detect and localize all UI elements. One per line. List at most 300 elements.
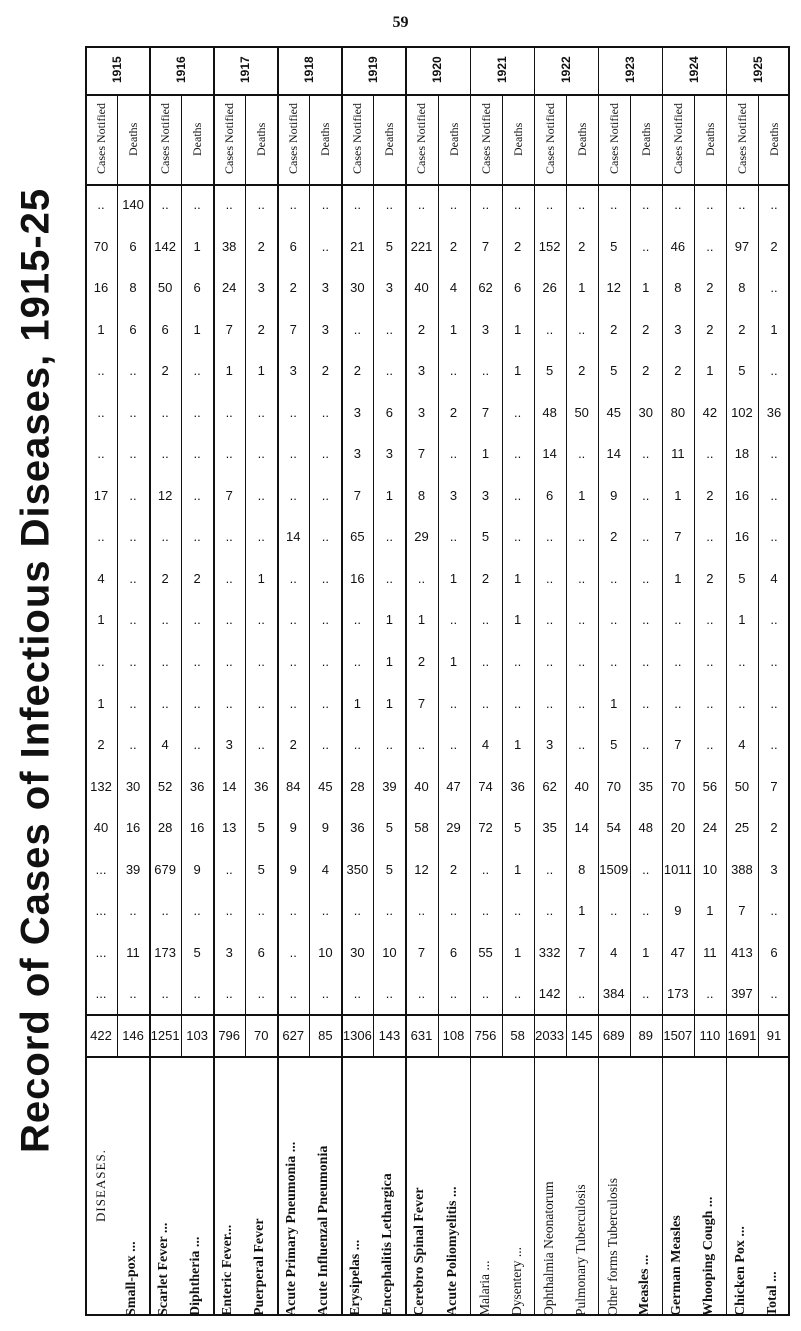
disease-label: Acute Poliomyelitis ... [444, 1186, 460, 1316]
table-cell: .. [449, 446, 458, 462]
table-cell: 1 [674, 570, 682, 586]
table-cell: .. [449, 197, 458, 213]
table-cell: .. [546, 529, 554, 545]
table-cell: 7 [225, 487, 233, 503]
table-cell: .. [225, 695, 233, 711]
table-cell: 6 [449, 944, 458, 960]
table-cell: 21 [350, 238, 365, 254]
page-title: Record of Cases of Infectious Diseases, 1915-25 [13, 187, 58, 1153]
table-cell: 1 [385, 612, 394, 628]
table-cell: 108 [442, 1027, 465, 1043]
table-cell: 36 [254, 778, 269, 794]
disease-label: German Measles [668, 1215, 684, 1316]
table-cell: .. [449, 903, 458, 919]
cases-notified-header: Cases Notified [478, 103, 493, 175]
table-cell: 1 [385, 487, 394, 503]
table-cell: 756 [474, 1027, 497, 1043]
table-cell: 2 [610, 321, 618, 337]
table-cell: 36 [510, 778, 525, 794]
cases-notified-header: Cases Notified [94, 103, 109, 175]
table-cell: 30 [125, 778, 141, 794]
table-cell: .. [225, 986, 233, 1002]
table-cell: 1 [193, 321, 201, 337]
table-cell: 16 [93, 280, 109, 296]
table-cell: .. [546, 654, 554, 669]
disease-label: Diphtheria ... [188, 1236, 204, 1316]
table-cell: .. [513, 695, 522, 711]
table-cell: .. [353, 903, 361, 919]
table-cell: .. [193, 404, 201, 420]
table-cell: .. [193, 986, 201, 1002]
table-cell: 26 [542, 280, 557, 296]
table-cell: 2 [642, 363, 650, 379]
table-cell: 38 [221, 238, 237, 254]
table-cell: 1306 [342, 1027, 372, 1043]
table-cell: 30 [638, 404, 654, 420]
total-rule [85, 1014, 790, 1016]
year-header: 1920 [430, 56, 445, 84]
table-cell: 7 [417, 695, 426, 711]
table-cell: 1 [257, 570, 265, 586]
table-cell: .. [481, 654, 490, 669]
table-cell: 70 [606, 778, 621, 794]
table-cell: .. [546, 197, 554, 213]
table-cell: .. [546, 861, 554, 877]
table-cell: .. [97, 529, 105, 545]
table-cell: .. [321, 446, 329, 462]
table-cell: 2033 [535, 1027, 565, 1043]
table-cell: 55 [478, 944, 493, 960]
table-cell: ... [95, 944, 107, 960]
table-cell: .. [289, 654, 297, 669]
table-cell: .. [706, 654, 714, 669]
table-cell: .. [610, 570, 618, 586]
year-header: 1924 [686, 56, 701, 84]
disease-label: Whooping Cough ... [700, 1196, 716, 1316]
table-cell: 24 [221, 280, 237, 296]
table-cell: 7 [674, 529, 682, 545]
table-cell: .. [257, 529, 265, 545]
table-cell: 8 [578, 861, 586, 877]
table-cell: .. [161, 695, 169, 711]
table-cell: .. [578, 612, 586, 628]
table-cell: 40 [414, 280, 429, 296]
table-cell: 89 [638, 1027, 654, 1043]
table-cell: .. [513, 986, 522, 1002]
table-cell: .. [257, 487, 265, 503]
table-cell: 796 [218, 1027, 241, 1043]
table-cell: 2 [481, 570, 490, 586]
table-cell: 40 [414, 778, 429, 794]
table-cell: .. [129, 404, 137, 420]
table-cell: .. [546, 321, 554, 337]
disease-label: Small-pox ... [124, 1241, 140, 1316]
table-cell: .. [353, 986, 361, 1002]
table-cell: 72 [478, 820, 493, 836]
table-cell: 52 [157, 778, 173, 794]
table-cell: 7 [481, 404, 490, 420]
table-cell: .. [321, 197, 329, 213]
table-cell: 3 [321, 321, 329, 337]
table-cell: .. [642, 903, 650, 919]
cases-notified-header: Cases Notified [286, 103, 301, 175]
table-cell: 5 [481, 529, 490, 545]
table-cell: 9 [289, 820, 297, 836]
table-cell: .. [770, 903, 778, 919]
table-cell: 3 [674, 321, 682, 337]
table-cell: .. [129, 612, 137, 628]
table-cell: 1 [513, 737, 522, 753]
table-cell: 36 [189, 778, 205, 794]
table-cell: 2 [449, 238, 458, 254]
table-cell: 2 [257, 321, 265, 337]
table-cell: 6 [129, 321, 137, 337]
table-cell: 2 [289, 280, 297, 296]
table-cell: .. [385, 363, 394, 379]
cases-notified-header: Cases Notified [222, 103, 237, 175]
table-cell: .. [642, 570, 650, 586]
table-cell: .. [706, 986, 714, 1002]
table-cell: .. [161, 446, 169, 462]
table-cell: 14 [286, 529, 301, 545]
table-cell: 5 [385, 861, 394, 877]
table-cell: .. [449, 363, 458, 379]
table-cell: 62 [478, 280, 493, 296]
table-cell: .. [610, 654, 618, 669]
disease-label: Other forms Tuberculosis [604, 1178, 620, 1316]
table-cell: 56 [702, 778, 718, 794]
table-cell: .. [578, 446, 586, 462]
table-cell: .. [225, 197, 233, 213]
disease-label: Erysipelas ... [348, 1239, 364, 1316]
table-cell: .. [642, 446, 650, 462]
table-cell: .. [321, 487, 329, 503]
table-cell: 7 [289, 321, 297, 337]
deaths-header: Deaths [766, 122, 781, 156]
table-cell: 1 [610, 695, 618, 711]
table-cell: 1 [449, 570, 458, 586]
table-cell: 4 [481, 737, 490, 753]
table-cell: 1 [417, 612, 426, 628]
table-cell: 36 [350, 820, 365, 836]
table-cell: .. [706, 446, 714, 462]
table-cell: .. [321, 529, 329, 545]
table-cell: .. [129, 903, 137, 919]
table-cell: .. [385, 570, 394, 586]
table-cell: .. [770, 487, 778, 503]
year-header: 1922 [558, 56, 573, 84]
table-cell: 48 [638, 820, 654, 836]
table-cell: 146 [122, 1027, 144, 1043]
table-cell: .. [449, 695, 458, 711]
table-cell: .. [289, 197, 297, 213]
table-cell: 47 [670, 944, 686, 960]
table-cell: 2 [738, 321, 746, 337]
table-cell: 17 [93, 487, 109, 503]
table-cell: .. [353, 654, 361, 669]
table-cell: .. [417, 903, 426, 919]
table-cell: 1 [513, 612, 522, 628]
table-cell: .. [193, 737, 201, 753]
table-cell: .. [257, 903, 265, 919]
table-cell: .. [321, 238, 329, 254]
table-cell: 8 [417, 487, 426, 503]
table-cell: .. [257, 737, 265, 753]
table-cell: .. [97, 363, 105, 379]
table-cell: .. [161, 404, 169, 420]
table-cell: 3 [417, 404, 426, 420]
table-cell: .. [481, 861, 490, 877]
table-cell: 350 [346, 861, 369, 877]
table-cell: .. [578, 529, 586, 545]
table-cell: 413 [731, 944, 753, 960]
table-cell: .. [321, 737, 329, 753]
table-cell: .. [481, 986, 490, 1002]
table-cell: 1 [193, 238, 201, 254]
table-cell: .. [385, 321, 394, 337]
table-cell: .. [321, 612, 329, 628]
table-cell: 1 [513, 861, 522, 877]
table-cell: 384 [602, 986, 625, 1002]
table-cell: .. [674, 612, 682, 628]
table-cell: 3 [481, 487, 490, 503]
table-cell: 1509 [599, 861, 629, 877]
table-cell: 11 [703, 944, 717, 960]
table-cell: 3 [385, 446, 394, 462]
table-cell: .. [417, 197, 426, 213]
table-cell: .. [129, 695, 137, 711]
table-cell: .. [289, 695, 297, 711]
table-cell: .. [449, 529, 458, 545]
table-cell: .. [642, 197, 650, 213]
table-cell: .. [257, 986, 265, 1002]
table-cell: 4 [449, 280, 458, 296]
table-cell: 7 [353, 487, 361, 503]
table-cell: .. [193, 654, 201, 669]
cases-notified-header: Cases Notified [158, 103, 173, 175]
table-cell: 3 [353, 446, 361, 462]
table-cell: 8 [129, 280, 137, 296]
table-cell: .. [449, 737, 458, 753]
table-cell: 45 [318, 778, 333, 794]
table-cell: .. [578, 737, 586, 753]
table-cell: 173 [666, 986, 689, 1002]
table-cell: .. [546, 695, 554, 711]
table-cell: 132 [90, 778, 112, 794]
table-cell: 5 [546, 363, 554, 379]
table-cell: 3 [481, 321, 490, 337]
table-cell: 85 [318, 1027, 333, 1043]
table-cell: 3 [257, 280, 265, 296]
table-cell: 9 [674, 903, 682, 919]
table-cell: 58 [414, 820, 429, 836]
table-cell: 422 [90, 1027, 112, 1043]
table-cell: .. [353, 737, 361, 753]
table-cell: 1 [513, 321, 522, 337]
table-cell: 1 [257, 363, 265, 379]
table-cell: .. [513, 487, 522, 503]
table-cell: .. [417, 986, 426, 1002]
table-cell: 50 [157, 280, 173, 296]
table-cell: 2 [770, 820, 778, 836]
table-cell: 1 [738, 612, 746, 628]
table-cell: .. [321, 654, 329, 669]
table-cell: .. [642, 238, 650, 254]
year-header: 1923 [622, 56, 637, 84]
table-cell: 3 [385, 280, 394, 296]
table-cell: 2 [449, 861, 458, 877]
cases-notified-header: Cases Notified [606, 103, 621, 175]
table-cell: 2 [770, 238, 778, 254]
table-cell: .. [129, 737, 137, 753]
table-cell: .. [578, 197, 586, 213]
table-cell: 12 [606, 280, 621, 296]
table-cell: .. [578, 986, 586, 1002]
table-cell: .. [706, 737, 714, 753]
table-cell: .. [770, 446, 778, 462]
table-cell: .. [770, 280, 778, 296]
table-cell: 1 [481, 446, 490, 462]
table-cell: .. [674, 197, 682, 213]
table-cell: 5 [385, 820, 394, 836]
table-cell: .. [513, 654, 522, 669]
table-cell: .. [257, 695, 265, 711]
disease-label: Dysentery ... [508, 1247, 524, 1316]
table-cell: .. [546, 612, 554, 628]
table-cell: 7 [481, 238, 490, 254]
table-cell: .. [642, 737, 650, 753]
table-cell: .. [481, 197, 490, 213]
table-cell: .. [289, 903, 297, 919]
table-cell: .. [97, 404, 105, 420]
table-cell: 1 [353, 695, 361, 711]
table-cell: .. [289, 570, 297, 586]
table-cell: 9 [610, 487, 618, 503]
table-cell: 1 [225, 363, 233, 379]
table-cell: .. [546, 570, 554, 586]
table-cell: 1 [674, 487, 682, 503]
table-cell: .. [578, 570, 586, 586]
table-cell: .. [385, 986, 394, 1002]
disease-label: Acute Primary Pneumonia ... [284, 1141, 300, 1316]
table-cell: 50 [734, 778, 750, 794]
table-cell: 3 [449, 487, 458, 503]
table-cell: 16 [734, 487, 750, 503]
table-cell: .. [353, 321, 361, 337]
page-number: 59 [392, 14, 409, 31]
table-cell: 145 [570, 1027, 593, 1043]
table-cell: 7 [738, 903, 746, 919]
table-cell: 1 [513, 570, 522, 586]
table-cell: 10 [382, 944, 397, 960]
table-cell: 35 [638, 778, 654, 794]
table-cell: 47 [446, 778, 461, 794]
table-cell: .. [193, 903, 201, 919]
table-cell: 45 [606, 404, 621, 420]
table-cell: 9 [289, 861, 297, 877]
table-cell: 6 [385, 404, 394, 420]
table-cell: .. [97, 446, 105, 462]
table-cell: .. [193, 363, 201, 379]
table-cell: 3 [770, 861, 778, 877]
table-cell: 1691 [727, 1027, 757, 1043]
table-cell: 35 [542, 820, 557, 836]
table-cell: 70 [670, 778, 686, 794]
year-header: 1918 [302, 56, 317, 84]
disease-label: Pulmonary Tuberculosis [572, 1184, 588, 1316]
table-cell: .. [225, 861, 233, 877]
table-cell: 12 [414, 861, 429, 877]
table-cell: .. [353, 197, 361, 213]
table-cell: 3 [225, 737, 233, 753]
table-cell: .. [193, 446, 201, 462]
table-cell: .. [706, 695, 714, 711]
table-cell: .. [289, 986, 297, 1002]
disease-label: Total ... [764, 1271, 780, 1316]
table-cell: 1 [97, 695, 105, 711]
table-cell: .. [770, 363, 778, 379]
table-cell: 1 [449, 654, 458, 669]
table-cell: .. [129, 654, 137, 669]
table-cell: 142 [538, 986, 561, 1002]
table-cell: .. [513, 529, 522, 545]
table-cell: 46 [670, 238, 686, 254]
table-cell: .. [129, 446, 137, 462]
table-cell: 173 [154, 944, 176, 960]
table-cell: 14 [221, 778, 237, 794]
table-cell: 20 [670, 820, 686, 836]
table-cell: .. [706, 612, 714, 628]
table-cell: .. [578, 695, 586, 711]
table-cell: 5 [610, 363, 618, 379]
table-cell: 2 [642, 321, 650, 337]
table-cell: 6 [513, 280, 522, 296]
table-cell: 2 [321, 363, 329, 379]
table-cell: 2 [417, 654, 426, 669]
table-cell: .. [129, 363, 137, 379]
cases-notified-header: Cases Notified [414, 103, 429, 175]
table-cell: .. [738, 695, 746, 711]
table-cell: .. [129, 570, 137, 586]
table-cell: .. [417, 570, 426, 586]
table-cell: 110 [699, 1027, 721, 1043]
table-cell: 102 [731, 404, 753, 420]
table-cell: .. [257, 654, 265, 669]
table-cell: .. [129, 487, 137, 503]
table-cell: 2 [193, 570, 201, 586]
table-cell: 2 [161, 363, 169, 379]
table-cell: .. [642, 986, 650, 1002]
diseases-header: DISEASES. [93, 1149, 109, 1223]
table-cell: .. [225, 612, 233, 628]
table-cell: 8 [674, 280, 682, 296]
table-cell: .. [225, 529, 233, 545]
table-cell: 9 [193, 861, 201, 877]
table-cell: .. [481, 363, 490, 379]
table-cell: .. [225, 446, 233, 462]
year-header: 1919 [366, 56, 381, 84]
table-cell: 40 [93, 820, 109, 836]
deaths-header: Deaths [638, 122, 653, 156]
table-cell: .. [257, 404, 265, 420]
table-cell: 8 [738, 280, 746, 296]
table-cell: 39 [125, 861, 141, 877]
table-cell: 12 [157, 487, 173, 503]
table-cell: 16 [189, 820, 205, 836]
table-cell: 2 [674, 363, 682, 379]
table-cell: 14 [606, 446, 621, 462]
table-cell: 397 [731, 986, 753, 1002]
